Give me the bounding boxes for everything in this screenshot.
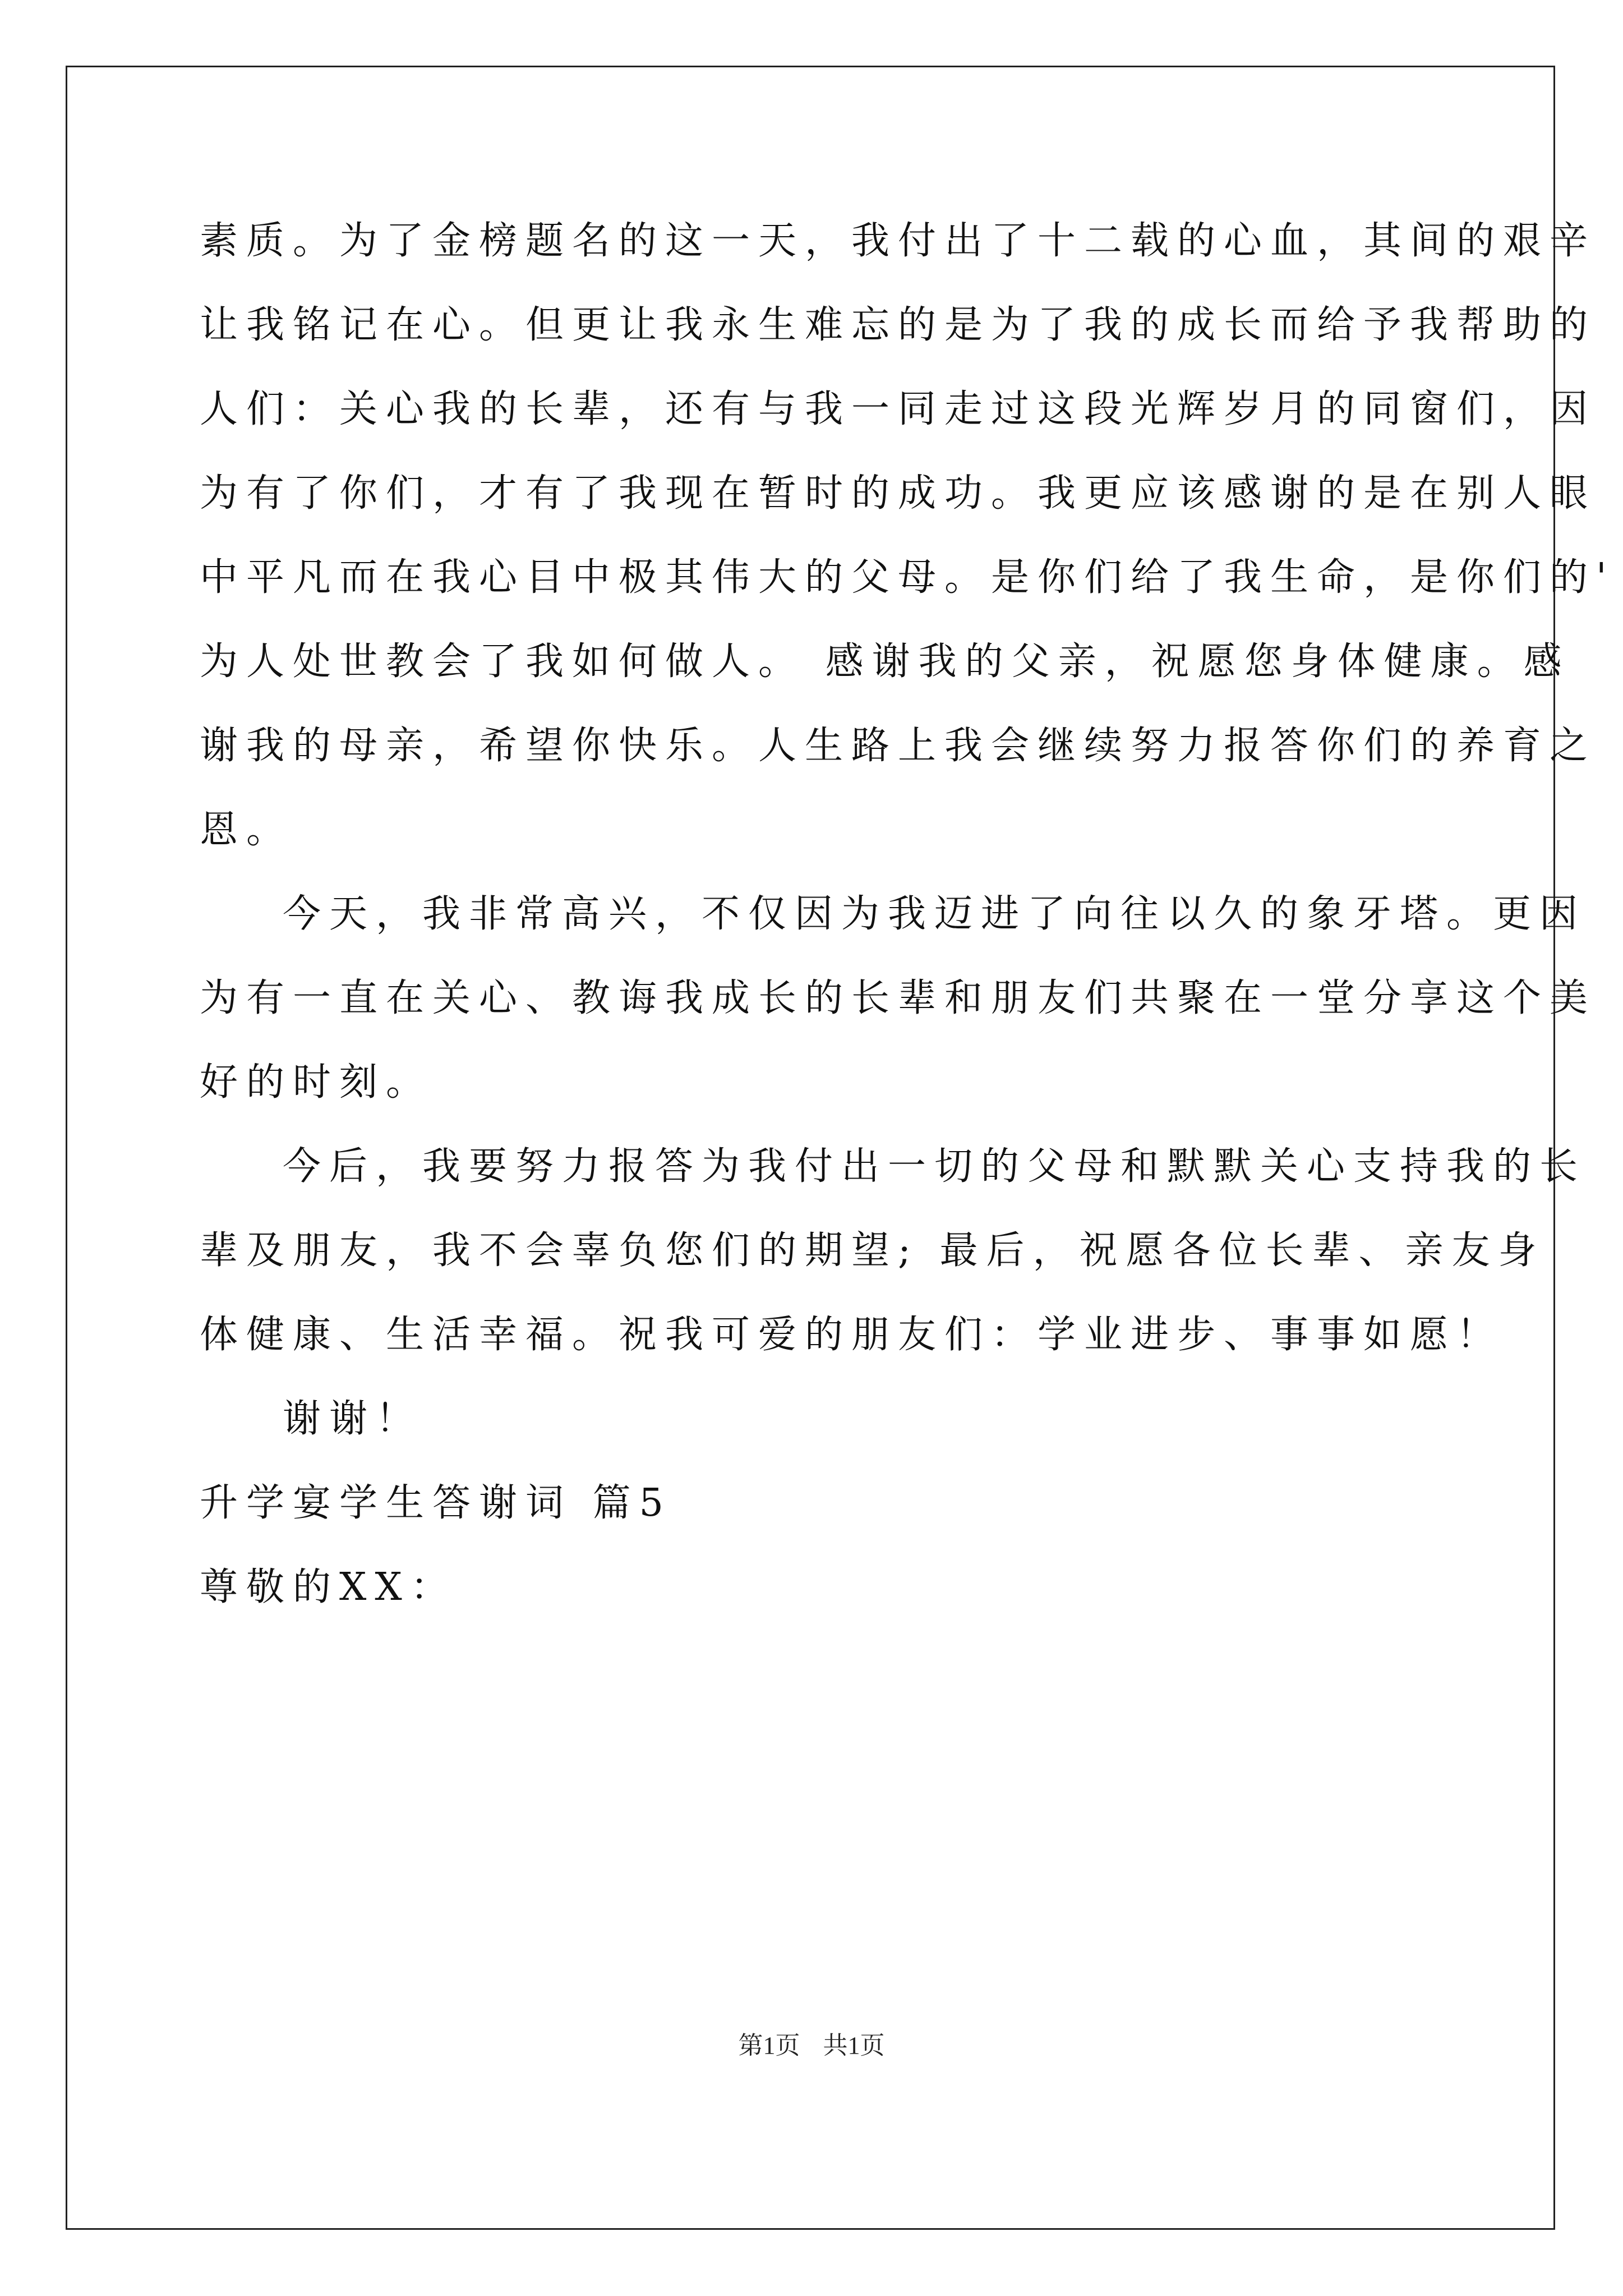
- closing-thanks: 谢谢！: [283, 1397, 423, 1441]
- text-line: 中平凡而在我心目中极其伟大的父母。是你们给了我生命，是你们的': [200, 555, 1615, 600]
- paragraph-start-line: 今天，我非常高兴，不仅因为我迈进了向往以久的象牙塔。更因: [283, 892, 1587, 936]
- text-line: 为有了你们，才有了我现在暂时的成功。我更应该感谢的是在别人眼: [200, 471, 1597, 516]
- paragraph-start-line: 今后，我要努力报答为我付出一切的父母和默默关心支持我的长: [283, 1144, 1587, 1189]
- text-line: 让我铭记在心。但更让我永生难忘的是为了我的成长而给予我帮助的: [200, 303, 1597, 347]
- text-line: 体健康、生活幸福。祝我可爱的朋友们：学业进步、事事如愿！: [200, 1313, 1504, 1357]
- text-line: 谢我的母亲，希望你快乐。人生路上我会继续努力报答你们的养育之: [200, 724, 1597, 768]
- text-line: 为有一直在关心、教诲我成长的长辈和朋友们共聚在一堂分享这个美: [200, 976, 1597, 1020]
- text-line: 好的时刻。: [200, 1060, 433, 1105]
- text-line: 为人处世教会了我如何做人。 感谢我的父亲，祝愿您身体健康。感: [200, 639, 1570, 684]
- section-heading: 升学宴学生答谢词 篇5: [200, 1481, 672, 1525]
- text-line: 辈及朋友，我不会辜负您们的期望; 最后，祝愿各位长辈、亲友身: [200, 1228, 1545, 1273]
- page-number-footer: 第1页 共1页: [738, 2032, 885, 2059]
- salutation: 尊敬的XX：: [200, 1565, 457, 1609]
- text-line: 人们：关心我的长辈，还有与我一同走过这段光辉岁月的同窗们，因: [200, 387, 1597, 431]
- text-line: 素质。为了金榜题名的这一天，我付出了十二载的心血，其间的艰辛: [200, 219, 1597, 263]
- text-line: 恩。: [200, 808, 293, 852]
